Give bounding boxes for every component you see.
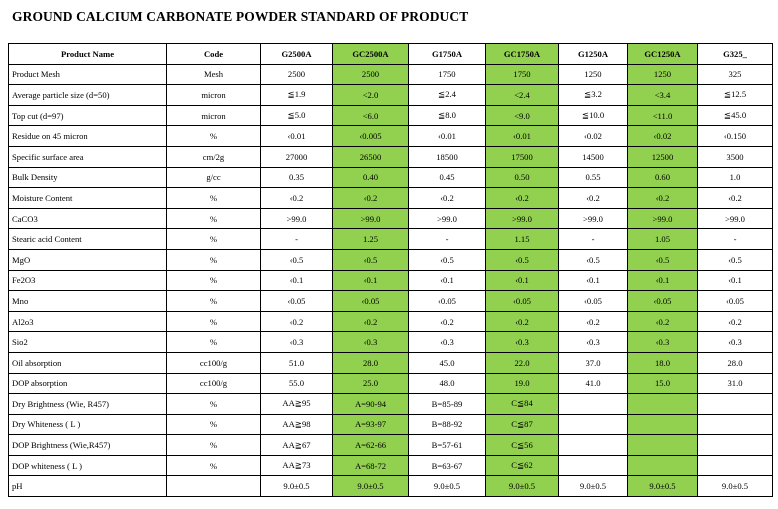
value-cell: C≦87 [486, 414, 559, 435]
table-row [9, 208, 773, 229]
table-row [9, 352, 773, 373]
unit-cell: % [167, 229, 261, 250]
value-cell: 15.0 [628, 373, 698, 394]
table-row [9, 64, 773, 85]
value-cell [628, 455, 698, 476]
value-cell [628, 394, 698, 415]
value-cell: ≦8.0 [409, 105, 486, 126]
value-cell: ‹0.1 [261, 270, 333, 291]
value-cell: 12500 [628, 146, 698, 167]
value-cell: ‹0.5 [486, 249, 559, 270]
column-header: GC1750A [486, 44, 559, 65]
value-cell: ‹0.05 [486, 291, 559, 312]
value-cell: 1250 [559, 64, 628, 85]
value-cell: ≦45.0 [698, 105, 773, 126]
column-header: Product Name [9, 44, 167, 65]
value-cell [698, 414, 773, 435]
value-cell: 1250 [628, 64, 698, 85]
property-name-cell: Average particle size (d=50) [9, 85, 167, 106]
value-cell: 26500 [333, 146, 409, 167]
value-cell: <3.4 [628, 85, 698, 106]
property-name-cell: Stearic acid Content [9, 229, 167, 250]
value-cell: 31.0 [698, 373, 773, 394]
property-name-cell: Mno [9, 291, 167, 312]
unit-cell [167, 476, 261, 497]
column-header: G1750A [409, 44, 486, 65]
value-cell: >99.0 [333, 208, 409, 229]
value-cell: 0.45 [409, 167, 486, 188]
document-title: GROUND CALCIUM CARBONATE POWDER STANDARD OF PRODUCT [12, 9, 469, 24]
value-cell: AA≧73 [261, 455, 333, 476]
value-cell: ‹0.1 [333, 270, 409, 291]
table-row [9, 455, 773, 476]
unit-cell: % [167, 455, 261, 476]
column-header: Code [167, 44, 261, 65]
value-cell: <6.0 [333, 105, 409, 126]
value-cell: 2500 [261, 64, 333, 85]
value-cell: 0.40 [333, 167, 409, 188]
value-cell: ‹0.2 [409, 188, 486, 209]
column-header: G325_ [698, 44, 773, 65]
unit-cell: g/cc [167, 167, 261, 188]
value-cell: >99.0 [409, 208, 486, 229]
value-cell: ≦2.4 [409, 85, 486, 106]
table-row [9, 146, 773, 167]
value-cell: - [409, 229, 486, 250]
value-cell: ‹0.2 [333, 311, 409, 332]
value-cell: 9.0±0.5 [409, 476, 486, 497]
value-cell: 25.0 [333, 373, 409, 394]
value-cell: ‹0.05 [698, 291, 773, 312]
value-cell: >99.0 [261, 208, 333, 229]
value-cell: ‹0.01 [486, 126, 559, 147]
value-cell: 27000 [261, 146, 333, 167]
value-cell: ‹0.3 [333, 332, 409, 353]
unit-cell: % [167, 394, 261, 415]
unit-cell: % [167, 414, 261, 435]
table-row [9, 311, 773, 332]
value-cell: 9.0±0.5 [628, 476, 698, 497]
unit-cell: % [167, 270, 261, 291]
value-cell: >99.0 [628, 208, 698, 229]
value-cell: ‹0.5 [698, 249, 773, 270]
value-cell: ‹0.1 [559, 270, 628, 291]
value-cell: ‹0.2 [559, 188, 628, 209]
property-name-cell: Oil absorption [9, 352, 167, 373]
table-row [9, 229, 773, 250]
column-header: GC1250A [628, 44, 698, 65]
unit-cell: % [167, 311, 261, 332]
table-row [9, 105, 773, 126]
value-cell: 17500 [486, 146, 559, 167]
value-cell: 22.0 [486, 352, 559, 373]
unit-cell: cc100/g [167, 352, 261, 373]
unit-cell: % [167, 249, 261, 270]
value-cell: >99.0 [486, 208, 559, 229]
table-row [9, 270, 773, 291]
value-cell: ‹0.2 [261, 188, 333, 209]
value-cell: 18500 [409, 146, 486, 167]
table-row [9, 332, 773, 353]
value-cell: 1.0 [698, 167, 773, 188]
value-cell: ≦12.5 [698, 85, 773, 106]
value-cell: ‹0.3 [486, 332, 559, 353]
value-cell: ‹0.02 [628, 126, 698, 147]
table-row [9, 373, 773, 394]
value-cell: ‹0.3 [261, 332, 333, 353]
value-cell: ‹0.05 [628, 291, 698, 312]
property-name-cell: Dry Brightness (Wie, R457) [9, 394, 167, 415]
unit-cell: micron [167, 85, 261, 106]
value-cell: 9.0±0.5 [333, 476, 409, 497]
value-cell: <11.0 [628, 105, 698, 126]
value-cell: ‹0.2 [486, 311, 559, 332]
product-standard-table [8, 43, 773, 497]
value-cell: ‹0.2 [261, 311, 333, 332]
property-name-cell: Al2o3 [9, 311, 167, 332]
value-cell: 9.0±0.5 [698, 476, 773, 497]
value-cell: ‹0.2 [559, 311, 628, 332]
value-cell [559, 414, 628, 435]
value-cell: ‹0.3 [698, 332, 773, 353]
value-cell: 0.50 [486, 167, 559, 188]
value-cell: ‹0.3 [628, 332, 698, 353]
value-cell: ‹0.150 [698, 126, 773, 147]
value-cell: - [698, 229, 773, 250]
unit-cell: Mesh [167, 64, 261, 85]
value-cell: 28.0 [698, 352, 773, 373]
table-row [9, 414, 773, 435]
value-cell: 9.0±0.5 [261, 476, 333, 497]
unit-cell: % [167, 332, 261, 353]
value-cell: 3500 [698, 146, 773, 167]
value-cell: ‹0.3 [409, 332, 486, 353]
table-body [9, 64, 773, 496]
value-cell: ‹0.5 [261, 249, 333, 270]
value-cell [559, 455, 628, 476]
value-cell: ‹0.1 [628, 270, 698, 291]
value-cell: 9.0±0.5 [559, 476, 628, 497]
value-cell: ‹0.3 [559, 332, 628, 353]
property-name-cell: Top cut (d=97) [9, 105, 167, 126]
value-cell: 1750 [409, 64, 486, 85]
value-cell: 28.0 [333, 352, 409, 373]
value-cell: ≦10.0 [559, 105, 628, 126]
value-cell: ‹0.05 [409, 291, 486, 312]
value-cell: 14500 [559, 146, 628, 167]
value-cell: >99.0 [698, 208, 773, 229]
value-cell: ‹0.5 [628, 249, 698, 270]
value-cell [698, 394, 773, 415]
property-name-cell: Bulk Density [9, 167, 167, 188]
value-cell: AA≧98 [261, 414, 333, 435]
value-cell: ‹0.05 [333, 291, 409, 312]
value-cell: ‹0.1 [409, 270, 486, 291]
property-name-cell: Residue on 45 micron [9, 126, 167, 147]
property-name-cell: DOP Brightness (Wie,R457) [9, 435, 167, 456]
value-cell: A=68-72 [333, 455, 409, 476]
unit-cell: cc100/g [167, 373, 261, 394]
unit-cell: % [167, 126, 261, 147]
value-cell: A=93-97 [333, 414, 409, 435]
column-header: G2500A [261, 44, 333, 65]
value-cell: 0.55 [559, 167, 628, 188]
table-row [9, 476, 773, 497]
property-name-cell: DOP absorption [9, 373, 167, 394]
value-cell: ‹0.2 [333, 188, 409, 209]
value-cell: <2.4 [486, 85, 559, 106]
value-cell [698, 435, 773, 456]
property-name-cell: Dry Whiteness ( L ) [9, 414, 167, 435]
table-row [9, 85, 773, 106]
value-cell: B=63-67 [409, 455, 486, 476]
property-name-cell: Sio2 [9, 332, 167, 353]
property-name-cell: Product Mesh [9, 64, 167, 85]
value-cell: ‹0.5 [409, 249, 486, 270]
value-cell: 18.0 [628, 352, 698, 373]
value-cell: 37.0 [559, 352, 628, 373]
value-cell: C≦56 [486, 435, 559, 456]
unit-cell: cm/2g [167, 146, 261, 167]
value-cell: ‹0.1 [698, 270, 773, 291]
value-cell: ‹0.02 [559, 126, 628, 147]
value-cell: ≦1.9 [261, 85, 333, 106]
table-row [9, 167, 773, 188]
unit-cell: % [167, 435, 261, 456]
value-cell: 48.0 [409, 373, 486, 394]
value-cell: ‹0.01 [261, 126, 333, 147]
value-cell: ‹0.2 [628, 188, 698, 209]
unit-cell: % [167, 291, 261, 312]
value-cell: ‹0.2 [698, 188, 773, 209]
value-cell: 0.60 [628, 167, 698, 188]
value-cell: 0.35 [261, 167, 333, 188]
table-row [9, 188, 773, 209]
property-name-cell: pH [9, 476, 167, 497]
table-header-row [9, 44, 773, 65]
value-cell: 51.0 [261, 352, 333, 373]
value-cell: 9.0±0.5 [486, 476, 559, 497]
value-cell: ‹0.2 [486, 188, 559, 209]
value-cell [698, 455, 773, 476]
value-cell: ‹0.05 [261, 291, 333, 312]
value-cell: 41.0 [559, 373, 628, 394]
unit-cell: micron [167, 105, 261, 126]
table-row [9, 249, 773, 270]
value-cell: 325 [698, 64, 773, 85]
unit-cell: % [167, 208, 261, 229]
value-cell: C≦62 [486, 455, 559, 476]
value-cell: <2.0 [333, 85, 409, 106]
value-cell: AA≧67 [261, 435, 333, 456]
value-cell: B=85-89 [409, 394, 486, 415]
property-name-cell: Specific surface area [9, 146, 167, 167]
value-cell: ‹0.005 [333, 126, 409, 147]
value-cell: ‹0.1 [486, 270, 559, 291]
value-cell: B=88-92 [409, 414, 486, 435]
column-header: GC2500A [333, 44, 409, 65]
value-cell: - [261, 229, 333, 250]
value-cell: 55.0 [261, 373, 333, 394]
value-cell [628, 435, 698, 456]
unit-cell: % [167, 188, 261, 209]
value-cell: 19.0 [486, 373, 559, 394]
property-name-cell: CaCO3 [9, 208, 167, 229]
value-cell: B=57-61 [409, 435, 486, 456]
value-cell: ‹0.5 [333, 249, 409, 270]
value-cell: 1.25 [333, 229, 409, 250]
value-cell [559, 394, 628, 415]
value-cell: >99.0 [559, 208, 628, 229]
value-cell: 1.05 [628, 229, 698, 250]
value-cell: 2500 [333, 64, 409, 85]
value-cell: ‹0.2 [628, 311, 698, 332]
value-cell: ≦5.0 [261, 105, 333, 126]
value-cell: ‹0.5 [559, 249, 628, 270]
value-cell: ≦3.2 [559, 85, 628, 106]
property-name-cell: Moisture Content [9, 188, 167, 209]
value-cell: 1.15 [486, 229, 559, 250]
table-row [9, 435, 773, 456]
value-cell [559, 435, 628, 456]
property-name-cell: DOP whiteness ( L ) [9, 455, 167, 476]
table-row [9, 291, 773, 312]
value-cell: A=90-94 [333, 394, 409, 415]
value-cell: <9.0 [486, 105, 559, 126]
value-cell: 45.0 [409, 352, 486, 373]
value-cell: - [559, 229, 628, 250]
column-header: G1250A [559, 44, 628, 65]
table-row [9, 126, 773, 147]
value-cell: AA≧95 [261, 394, 333, 415]
value-cell: ‹0.2 [409, 311, 486, 332]
value-cell: 1750 [486, 64, 559, 85]
value-cell: ‹0.01 [409, 126, 486, 147]
value-cell: ‹0.2 [698, 311, 773, 332]
value-cell [628, 414, 698, 435]
value-cell: C≦84 [486, 394, 559, 415]
property-name-cell: Fe2O3 [9, 270, 167, 291]
table-row [9, 394, 773, 415]
value-cell: ‹0.05 [559, 291, 628, 312]
property-name-cell: MgO [9, 249, 167, 270]
value-cell: A=62-66 [333, 435, 409, 456]
